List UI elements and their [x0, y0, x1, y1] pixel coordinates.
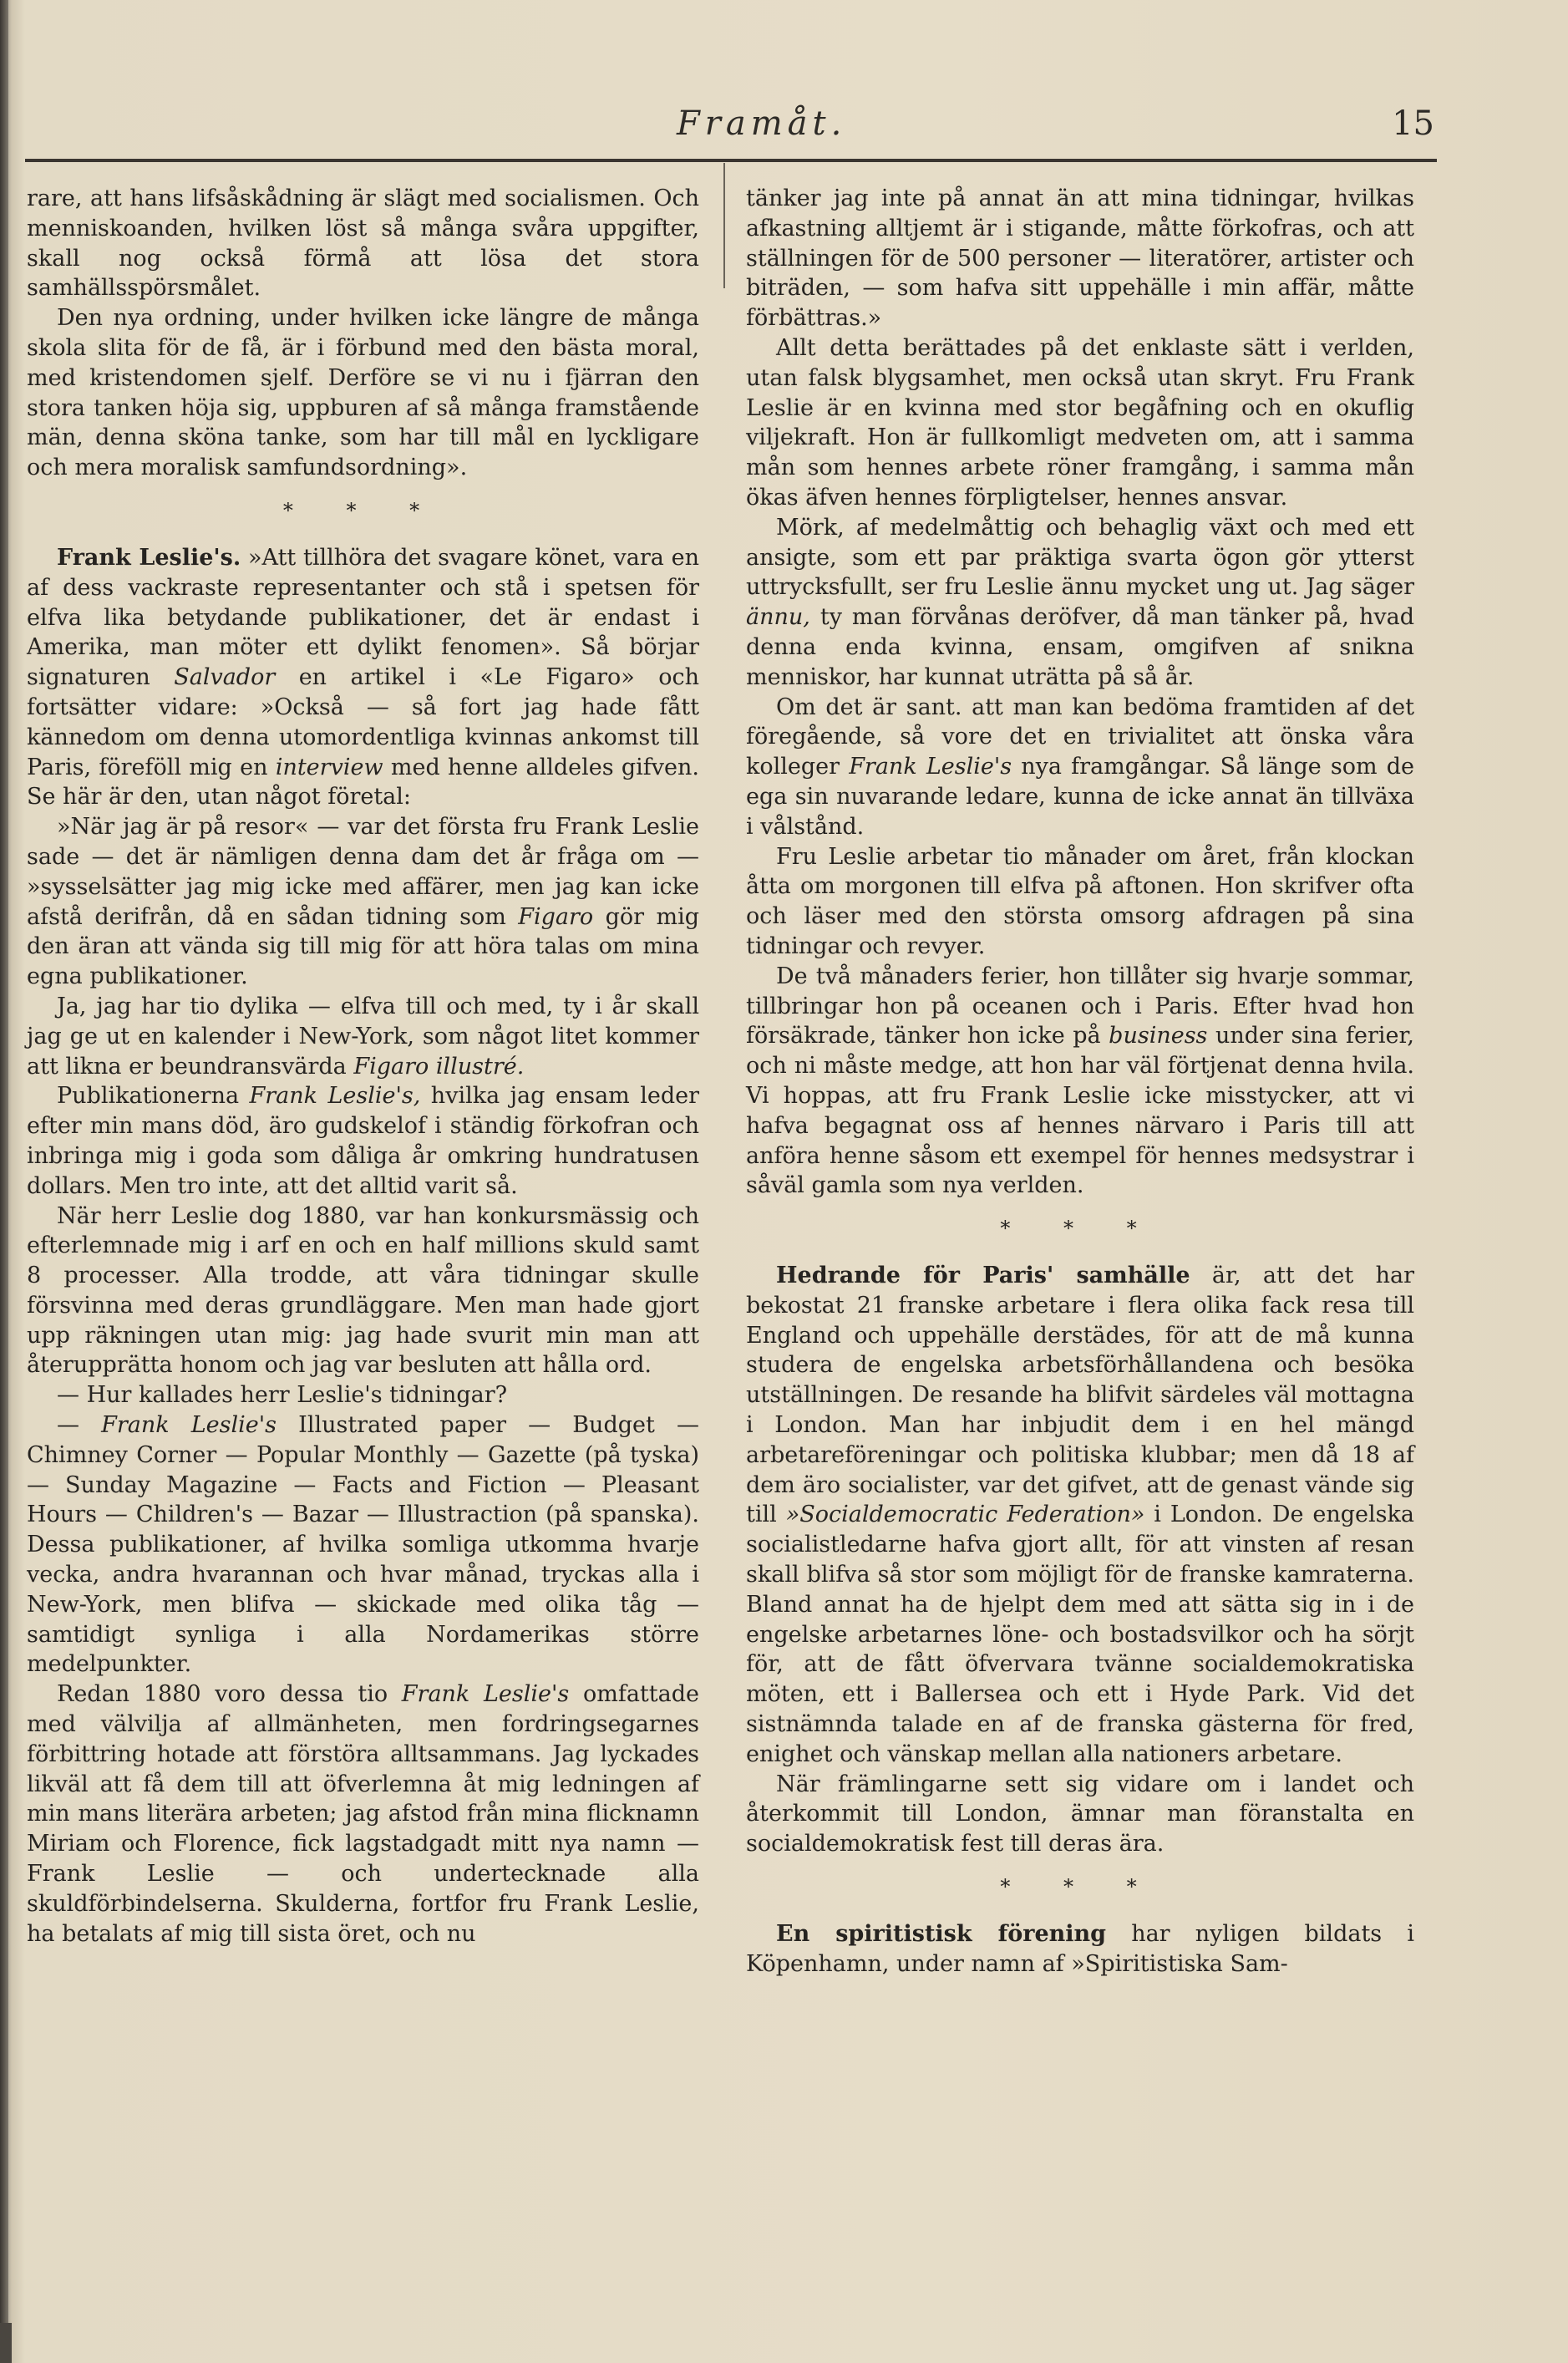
- section-heading: Frank Leslie's.: [57, 544, 241, 571]
- text-run: hvilka jag ensam leder efter min mans död, äro gudskelof i ständig förkofran och inbringa mig i goda som dåliga år omkring hundratusen dollars. Men tro inte, att det alltid varit så.: [27, 1083, 699, 1199]
- italic-run: interview: [275, 754, 383, 780]
- section-separator-stars: * * *: [1000, 1217, 1160, 1241]
- paragraph: [746, 184, 1414, 333]
- text-run: »När jag är på resor« — var det första fru Frank Leslie sade — det är nämligen denna dam det år fråga om — »sysselsätter jag mig icke med affärer, men jag kan icke afstå derifrån, då en sådan tidning som: [27, 814, 699, 930]
- italic-run: Frank Leslie's: [849, 754, 1012, 780]
- paragraph-text: När främlingarne sett sig vidare om i landet och återkommit till London, ämnar man föranstalta en socialdemokratisk fest till deras ära.: [746, 1771, 1414, 1857]
- text-run: Ja, jag har tio dylika — elfva till och med, ty i år skall jag ge ut en kalender i New-York, som något litet kommer att likna er beundransvärda: [27, 993, 699, 1080]
- left-column: [27, 184, 699, 1949]
- text-run: Redan 1880 voro dessa tio: [57, 1681, 402, 1708]
- section-heading: Hedrande för Paris' samhälle: [776, 1263, 1190, 1289]
- section-separator-stars: * * *: [1000, 1875, 1160, 1899]
- italic-run: Frank Leslie's: [401, 1681, 570, 1708]
- paragraph: [746, 962, 1414, 1201]
- paragraph: [27, 812, 699, 992]
- paragraph: [27, 1380, 699, 1410]
- right-column: [746, 184, 1414, 1979]
- text-run: nya framgångar. Så länge som de ega sin nuvarande ledare, kunna de icke annat än tillväxa i vålstånd.: [746, 754, 1414, 840]
- page-number: 15: [1392, 104, 1434, 143]
- text-run: Illustrated paper — Budget — Chimney Corner — Popular Monthly — Gazette (på tyska) — Sunday Magazine — Facts and Fiction — Pleasant Hours — Children's — Bazar — Illustraction (på spanska). Dessa publikationer, af hvilka somliga utkomma hvarje vecka, andra hvarannan och hvar månad, tryckas alla i New-York, men blifva — skickade med olika tåg — samtidigt synliga i alla Nordamerikas större medelpunkter.: [27, 1412, 699, 1678]
- paragraph-paris: [746, 1261, 1414, 1770]
- italic-run: ännu,: [746, 604, 810, 631]
- paragraph-frank-leslie: [27, 543, 699, 812]
- italic-run: Figaro: [518, 903, 594, 930]
- section-separator-stars: * * *: [282, 498, 444, 522]
- italic-run: Frank Leslie's,: [249, 1083, 421, 1110]
- text-run: »Att tillhöra det svagare könet, vara en af dess vackraste representanter och stå i spetsen för elfva lika betydande publikationer, det är endast i Amerika, man möter ett dylikt fenomen». Så börjar signaturen: [27, 544, 699, 691]
- italic-run: »Socialdemocratic Federation»: [785, 1502, 1145, 1528]
- text-run: gör mig den äran att vända sig till mig för att höra talas om mina egna publikationer.: [27, 903, 699, 990]
- text-run: omfattade med välvilja af allmänheten, men fordringsegarnes förbittring hotade att förstöra alltsammans. Jag lyckades likväl att få dem till att öfverlemna åt mig ledningen af min mans literära arbeten; jag afstod från mina flicknamn Miriam och Florence, fick lagstadgadt mitt nya namn — Frank Leslie — och undertecknade alla skuldförbindelserna. Skulderna, fortfor fru Frank Leslie, ha betalats af mig till sista öret, och nu: [27, 1681, 699, 1947]
- paragraph: [746, 693, 1414, 842]
- paragraph: [27, 1081, 699, 1201]
- paragraph: [27, 1202, 699, 1381]
- text-run: under sina ferier, och ni måste medge, att hon har väl förtjenat denna hvila. Vi hoppas, att fru Frank Leslie icke misstycker, att vi hafva begagnat oss af hennes närvaro i Paris till att anföra henne såsom ett exempel för hennes medsystrar i såväl gamla som nya verlden.: [746, 1023, 1415, 1199]
- text-run: i London. De engelska socialistledarne hafva gjort allt, för att vinsten af resan skall blifva så stor som möjligt för de franske kamraterna. Bland annat ha de hjelpt dem med att sätta sig in i de engelske arbetarnes löne- och bostadsvilkor och ha sörjt för, att de fått öfvervara tvänne socialdemokratiska möten, ett i Ballersea och ett i Hyde Park. Vid det sistnämnda talade en af de franska gästerna för fred, enighet och vänskap mellan alla nationers arbetare.: [746, 1502, 1414, 1767]
- italic-run: Salvador: [174, 664, 276, 691]
- text-run: har nyligen bildats i Köpenhamn, under namn af »Spiritistiska Sam-: [746, 1921, 1414, 1977]
- section-heading: En spiritistisk förening: [776, 1921, 1107, 1948]
- paragraph: [27, 303, 699, 483]
- text-run: De två månaders ferier, hon tillåter sig hvarje sommar, tillbringar hon på oceanen och i Paris. Efter hvad hon försäkrade, tänker hon icke på: [746, 963, 1414, 1049]
- text-run: är, att det har bekostat 21 franske arbetare i flera olika fack resa till England och uppehälle derstädes, för att de må kunna studera de engelska arbetsförhållandena och besöka utställningen. De resande ha blifvit särdeles väl mottagna i London. Man har inbjudit dem i en hel mängd arbetareföreningar och politiska klubbar; men då 18 af dem äro socialister, var det gifvet, att de genast vände sig till: [746, 1263, 1414, 1528]
- journal-title: Framåt.: [677, 104, 847, 143]
- column-divider: [723, 163, 725, 288]
- text-run: ty man förvånas deröfver, då man tänker på, hvad denna enda kvinna, ensam, omgifven af snikna menniskor, har kunnat uträtta på så år.: [746, 604, 1414, 690]
- paragraph: [746, 842, 1414, 962]
- text-run: med henne alldeles gifven. Se här är den, utan något företal:: [27, 754, 699, 811]
- paragraph: [27, 184, 699, 303]
- binding-mark: [0, 2323, 12, 2363]
- text-run: Om det är sant. att man kan bedöma framtiden af det föregående, så vore det en trivialitet att önska våra kolleger: [746, 694, 1414, 780]
- paragraph: [27, 992, 699, 1081]
- paragraph-text: Den nya ordning, under hvilken icke längre de många skola slita för de få, är i förbund med den bästa moral, med kristendomen sjelf. Derföre se vi nu i fjärran den stora tanken höja sig, uppburen af så många framstående män, denna sköna tanke, som har till mål en lyckligare och mera moralisk samfundsordning».: [27, 305, 699, 481]
- book-spine-edge: [0, 0, 8, 2363]
- page-header: [25, 100, 1434, 150]
- text-run: en artikel i «Le Figaro» och fortsätter vidare: »Också — så fort jag hade fått kännedom om denna utomordentliga kvinnas ankomst till Paris, föreföll mig en: [27, 664, 699, 780]
- paragraph-text: Allt detta berättades på det enklaste sätt i verlden, utan falsk blygsamhet, men också utan skryt. Fru Frank Leslie är en kvinna med stor begåfning och en okuflig viljekraft. Hon är fullkomligt medveten om, att i samma mån som hennes arbete röner framgång, i samma mån ökas äfven hennes förpligtelser, hennes ansvar.: [746, 334, 1414, 511]
- italic-run: Frank Leslie's: [101, 1412, 277, 1439]
- italic-run: Figaro illustré.: [353, 1053, 525, 1080]
- paragraph: [746, 333, 1414, 513]
- paragraph: [746, 513, 1414, 693]
- paragraph-text: — Hur kallades herr Leslie's tidningar?: [57, 1382, 508, 1409]
- paragraph-spiritist: [746, 1919, 1414, 1979]
- italic-run: business: [1109, 1023, 1208, 1049]
- paragraph-text: När herr Leslie dog 1880, var han konkursmässig och efterlemnade mig i arf en och en half millions skuld samt 8 processer. Alla trodde, att våra tidningar skulle försvinna med deras grundläggare. Men man hade gjort upp räkningen utan mig: jag hade svurit min man att återupprätta honom och jag var besluten att hålla ord.: [27, 1202, 699, 1379]
- text-run: —: [57, 1412, 102, 1439]
- text-run: Mörk, af medelmåttig och behaglig växt och med ett ansigte, som ett par präktiga svarta ögon gör ytterst uttrycksfullt, ser fru Leslie ännu mycket ung ut. Jag säger: [746, 514, 1414, 601]
- paragraph-text: rare, att hans lifsåskådning är slägt med socialismen. Och menniskoanden, hvilken löst så många svåra uppgifter, skall nog också förmå att lösa det stora samhällsspörsmålet.: [27, 185, 699, 302]
- paragraph-text: Fru Leslie arbetar tio månader om året, från klockan åtta om morgonen till elfva på aftonen. Hon skrifver ofta och läser med den största omsorg afdragen på sina tidningar och revyer.: [746, 843, 1414, 959]
- paragraph: [27, 1410, 699, 1680]
- paragraph: [746, 1770, 1414, 1859]
- paragraph-text: tänker jag inte på annat än att mina tidningar, hvilkas afkastning alltjemt är i stigande, måtte förkofras, och att ställningen för de 500 personer — literatörer, artister och biträden, — som hafva sitt uppehälle i min affär, måtte förbättras.»: [746, 185, 1414, 332]
- paragraph: [27, 1680, 699, 1949]
- text-run: Publikationerna: [57, 1083, 250, 1110]
- header-rule: [25, 159, 1437, 162]
